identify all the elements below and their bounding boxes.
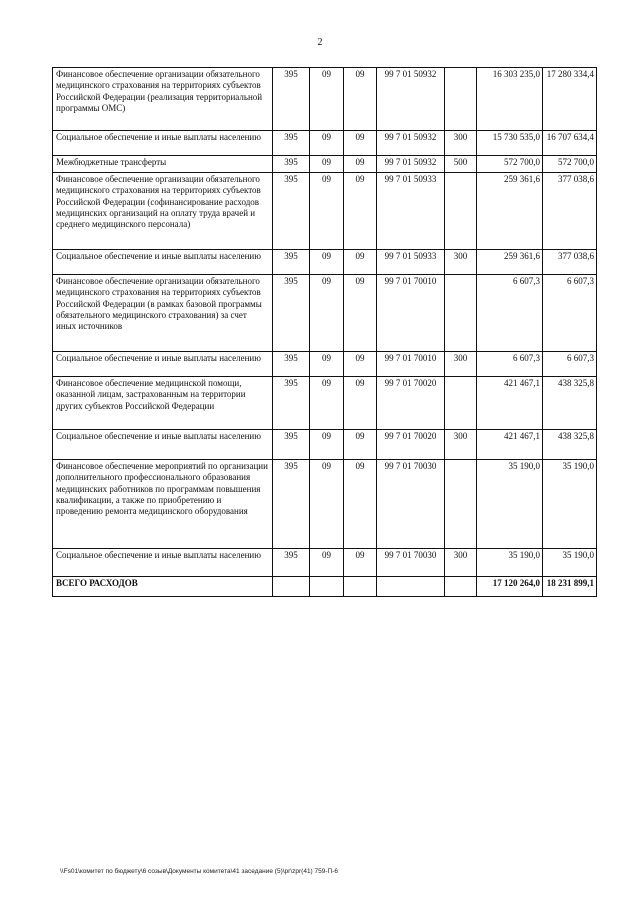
row-name-cell: Социальное обеспечение и иные выплаты населению [53,250,273,275]
total-label: ВСЕГО РАСХОДОВ [53,577,273,597]
table-row [53,173,597,250]
table-row [53,549,597,577]
table-row [53,250,597,275]
row-name-cell: Финансовое обеспечение организации обязательного медицинского страхования на территориях субъектов Российской Федерации (реализация территориальной программы ОМС) [53,68,273,131]
amount-year1-cell: 15 730 535,0 [477,131,543,156]
target-article-cell: 99 7 01 70020 [377,377,445,430]
gr-code-cell: 395 [273,352,310,377]
amount-year2-cell: 438 325,8 [543,430,597,460]
gr-code-cell: 395 [273,377,310,430]
subsection-code-cell: 09 [344,352,377,377]
target-article-cell: 99 7 01 50933 [377,250,445,275]
total-year1: 17 120 264,0 [477,577,543,597]
expense-type-cell: 300 [445,549,477,577]
expense-type-cell [445,275,477,352]
file-path-footer: \\Fs01\комитет по бюджету\6 созыв\Документы комитета\41 заседание (5)\pr\zpr(41) 759-П-6 [60,868,338,875]
gr-code-cell: 395 [273,131,310,156]
target-article-cell: 99 7 01 50932 [377,68,445,131]
row-name-cell: Финансовое обеспечение организации обязательного медицинского страхования на территориях субъектов Российской Федерации (в рамках базовой программы обязательного медицинского страхования) за счет иных источников [53,275,273,352]
row-name-cell: Социальное обеспечение и иные выплаты населению [53,430,273,460]
empty-cell [377,577,445,597]
subsection-code-cell: 09 [344,68,377,131]
amount-year1-cell: 421 467,1 [477,430,543,460]
row-name-cell: Финансовое обеспечение мероприятий по организации дополнительного профессионального образования медицинских работников по программам повышения квалификации, а также по приобретению и проведению ремонта медицинского оборудования [53,460,273,549]
amount-year2-cell: 17 280 334,4 [543,68,597,131]
section-code-cell: 09 [310,173,344,250]
expense-type-cell: 300 [445,352,477,377]
expenditure-table [52,67,597,597]
total-year2: 18 231 899,1 [543,577,597,597]
row-name-cell: Финансовое обеспечение медицинской помощи, оказанной лицам, застрахованным на территории других субъектов Российской Федерации [53,377,273,430]
gr-code-cell: 395 [273,68,310,131]
target-article-cell: 99 7 01 70030 [377,549,445,577]
row-name-cell: Социальное обеспечение и иные выплаты населению [53,131,273,156]
section-code-cell: 09 [310,275,344,352]
amount-year1-cell: 6 607,3 [477,352,543,377]
section-code-cell: 09 [310,460,344,549]
amount-year2-cell: 6 607,3 [543,275,597,352]
subsection-code-cell: 09 [344,377,377,430]
table-row [53,131,597,156]
expense-type-cell [445,173,477,250]
amount-year2-cell: 35 190,0 [543,460,597,549]
target-article-cell: 99 7 01 70010 [377,352,445,377]
row-name-cell: Межбюджетные трансферты [53,156,273,173]
target-article-cell: 99 7 01 70020 [377,430,445,460]
page-number: 2 [317,37,323,48]
expenditure-table-body [53,68,597,597]
expense-type-cell: 300 [445,430,477,460]
gr-code-cell: 395 [273,549,310,577]
subsection-code-cell: 09 [344,460,377,549]
table-row [53,156,597,173]
table-row [53,275,597,352]
section-code-cell: 09 [310,131,344,156]
row-name-cell: Финансовое обеспечение организации обязательного медицинского страхования на территориях субъектов Российской Федерации (софинансирование расходов медицинских организаций на оплату труда врачей и среднего медицинского персонала) [53,173,273,250]
target-article-cell: 99 7 01 50933 [377,173,445,250]
amount-year1-cell: 6 607,3 [477,275,543,352]
target-article-cell: 99 7 01 70030 [377,460,445,549]
subsection-code-cell: 09 [344,250,377,275]
amount-year2-cell: 16 707 634,4 [543,131,597,156]
amount-year1-cell: 35 190,0 [477,549,543,577]
total-row [53,577,597,597]
subsection-code-cell: 09 [344,549,377,577]
gr-code-cell: 395 [273,173,310,250]
target-article-cell: 99 7 01 50932 [377,131,445,156]
amount-year1-cell: 35 190,0 [477,460,543,549]
amount-year1-cell: 421 467,1 [477,377,543,430]
empty-cell [344,577,377,597]
section-code-cell: 09 [310,352,344,377]
table-row [53,460,597,549]
expense-type-cell: 300 [445,250,477,275]
section-code-cell: 09 [310,250,344,275]
section-code-cell: 09 [310,430,344,460]
subsection-code-cell: 09 [344,173,377,250]
row-name-cell: Социальное обеспечение и иные выплаты населению [53,549,273,577]
table-row [53,352,597,377]
table-row [53,430,597,460]
amount-year2-cell: 377 038,6 [543,250,597,275]
target-article-cell: 99 7 01 50932 [377,156,445,173]
gr-code-cell: 395 [273,275,310,352]
expense-type-cell [445,68,477,131]
empty-cell [310,577,344,597]
section-code-cell: 09 [310,377,344,430]
amount-year2-cell: 438 325,8 [543,377,597,430]
section-code-cell: 09 [310,156,344,173]
amount-year1-cell: 16 303 235,0 [477,68,543,131]
amount-year2-cell: 35 190,0 [543,549,597,577]
expense-type-cell [445,460,477,549]
gr-code-cell: 395 [273,430,310,460]
target-article-cell: 99 7 01 70010 [377,275,445,352]
empty-cell [273,577,310,597]
table-row [53,377,597,430]
subsection-code-cell: 09 [344,275,377,352]
gr-code-cell: 395 [273,156,310,173]
gr-code-cell: 395 [273,460,310,549]
table-row [53,68,597,131]
amount-year2-cell: 6 607,3 [543,352,597,377]
amount-year2-cell: 572 700,0 [543,156,597,173]
subsection-code-cell: 09 [344,430,377,460]
section-code-cell: 09 [310,549,344,577]
empty-cell [445,577,477,597]
amount-year1-cell: 259 361,6 [477,250,543,275]
row-name-cell: Социальное обеспечение и иные выплаты населению [53,352,273,377]
section-code-cell: 09 [310,68,344,131]
amount-year2-cell: 377 038,6 [543,173,597,250]
expense-type-cell: 500 [445,156,477,173]
expense-type-cell: 300 [445,131,477,156]
gr-code-cell: 395 [273,250,310,275]
amount-year1-cell: 259 361,6 [477,173,543,250]
amount-year1-cell: 572 700,0 [477,156,543,173]
subsection-code-cell: 09 [344,156,377,173]
expense-type-cell [445,377,477,430]
subsection-code-cell: 09 [344,131,377,156]
